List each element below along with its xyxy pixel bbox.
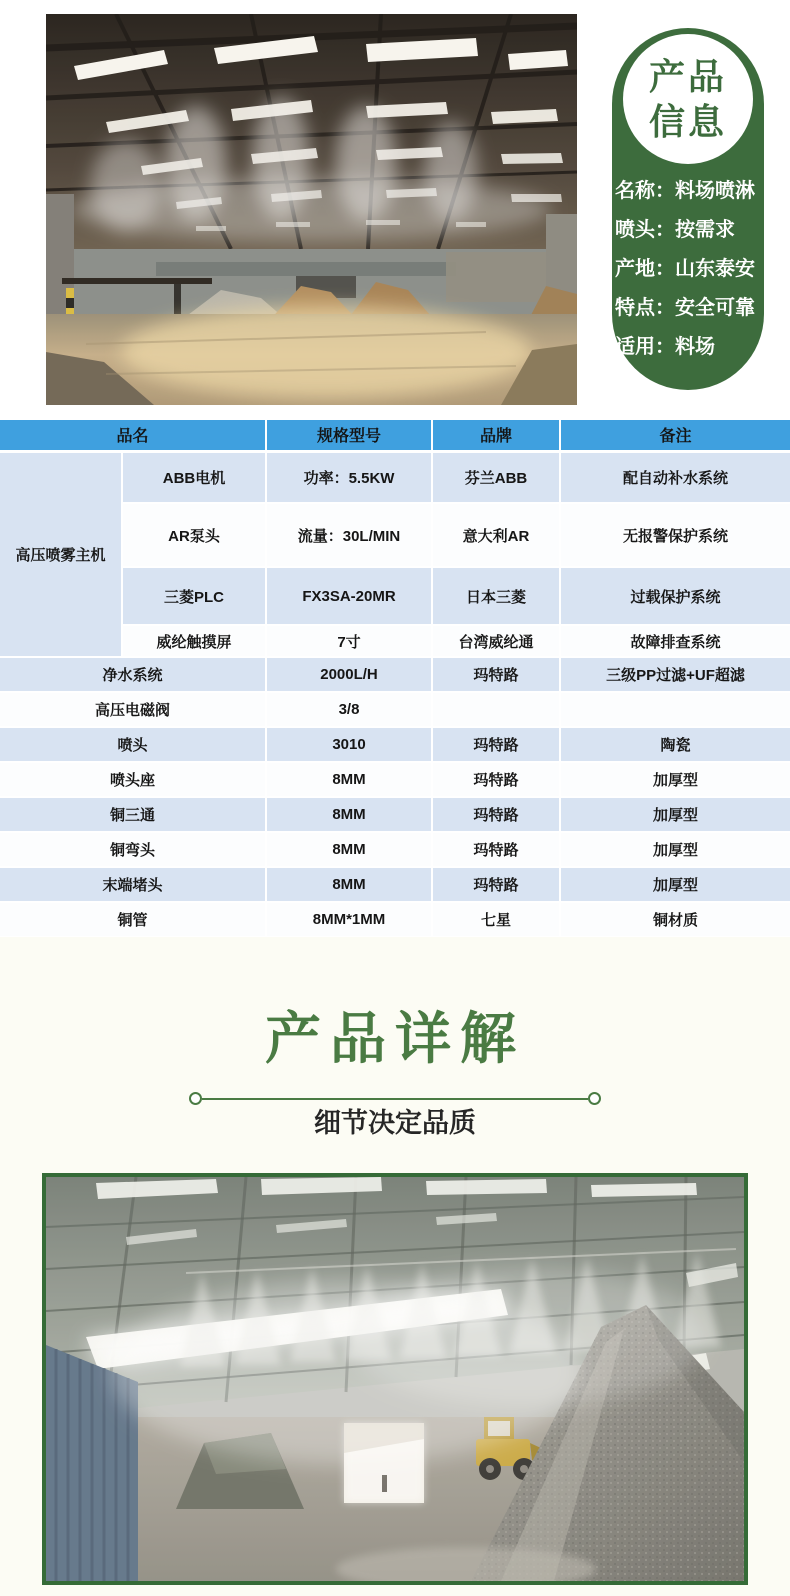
cell-name: 铜弯头 (0, 832, 266, 867)
cell-brand: 玛特路 (432, 867, 560, 902)
cell-spec: 流量：30L/MIN (266, 503, 432, 567)
table-row (0, 762, 790, 797)
title-divider (189, 1092, 601, 1105)
divider-left-circle (189, 1092, 202, 1105)
cell-note: 加厚型 (560, 832, 790, 867)
header-spec-model: 规格型号 (266, 420, 432, 451)
cell-spec: 8MM (266, 832, 432, 867)
cell-spec: 8MM (266, 762, 432, 797)
table-row (0, 832, 790, 867)
product-info-badge (612, 28, 764, 390)
cell-name: 喷头座 (0, 762, 266, 797)
haze-overlay (46, 14, 577, 405)
cell-brand: 意大利AR (432, 503, 560, 567)
cell-brand: 玛特路 (432, 832, 560, 867)
table-row (0, 867, 790, 902)
spec-table (0, 420, 790, 938)
cell-spec: 7寸 (266, 625, 432, 657)
cell-note: 故障排查系统 (560, 625, 790, 657)
badge-title-line1: 产品 (648, 56, 727, 97)
cell-brand: 芬兰ABB (432, 451, 560, 503)
cell-name: AR泵头 (122, 503, 266, 567)
badge-item-feature: 特点：安全可靠 (615, 297, 755, 319)
badge-item-name: 名称：料场喷淋 (615, 180, 755, 202)
cell-name: 净水系统 (0, 657, 266, 692)
haze-overlay (46, 1177, 744, 1581)
cell-name: 三菱PLC (122, 567, 266, 625)
cell-note: 陶瓷 (560, 727, 790, 762)
cell-note: 加厚型 (560, 762, 790, 797)
warehouse-photo-illustration (46, 14, 577, 405)
cell-brand: 玛特路 (432, 657, 560, 692)
cell-spec: FX3SA-20MR (266, 567, 432, 625)
cell-note: 三级PP过滤+UF超滤 (560, 657, 790, 692)
cell-note: 无报警保护系统 (560, 503, 790, 567)
group-cell-host: 高压喷雾主机 (0, 451, 122, 657)
cell-note: 加厚型 (560, 797, 790, 832)
cell-brand: 玛特路 (432, 727, 560, 762)
detail-section-title: 产品详解 (265, 1007, 525, 1070)
detail-section-subtitle: 细节决定品质 (314, 1108, 476, 1138)
divider-right-circle (588, 1092, 601, 1105)
cell-note (560, 692, 790, 727)
cell-brand: 七星 (432, 902, 560, 937)
badge-title-line2: 信息 (648, 101, 727, 142)
cell-note: 铜材质 (560, 902, 790, 937)
badge-item-nozzle: 喷头：按需求 (615, 219, 735, 241)
table-row (0, 727, 790, 762)
badge-item-list (615, 172, 764, 367)
table-row (0, 797, 790, 832)
table-row (0, 902, 790, 937)
cell-name: 威纶触摸屏 (122, 625, 266, 657)
cell-spec: 功率：5.5KW (266, 451, 432, 503)
cell-brand (432, 692, 560, 727)
cell-spec: 8MM*1MM (266, 902, 432, 937)
warehouse-spray-photo-top (46, 14, 577, 405)
cell-name: ABB电机 (122, 451, 266, 503)
cell-note: 过载保护系统 (560, 567, 790, 625)
header-product-name: 品名 (0, 420, 266, 451)
cell-note: 加厚型 (560, 867, 790, 902)
table-row (0, 657, 790, 692)
badge-item-usage: 适用：料场 (615, 336, 715, 358)
cell-brand: 台湾威纶通 (432, 625, 560, 657)
cell-spec: 2000L/H (266, 657, 432, 692)
badge-title-circle (623, 34, 753, 164)
cell-name: 高压电磁阀 (0, 692, 266, 727)
cell-brand: 玛特路 (432, 762, 560, 797)
cell-name: 末端堵头 (0, 867, 266, 902)
divider-line (202, 1098, 588, 1100)
cell-spec: 3010 (266, 727, 432, 762)
cell-name: 喷头 (0, 727, 266, 762)
header-brand: 品牌 (432, 420, 560, 451)
cell-spec: 8MM (266, 867, 432, 902)
cell-name: 铜管 (0, 902, 266, 937)
cell-spec: 3/8 (266, 692, 432, 727)
cell-brand: 玛特路 (432, 797, 560, 832)
warehouse-spray-photo-bottom (42, 1173, 748, 1585)
badge-item-origin: 产地：山东泰安 (615, 258, 755, 280)
cell-spec: 8MM (266, 797, 432, 832)
table-header-row (0, 420, 790, 451)
cell-note: 配自动补水系统 (560, 451, 790, 503)
table-row (0, 692, 790, 727)
warehouse-photo-illustration-2 (46, 1177, 744, 1581)
cell-brand: 日本三菱 (432, 567, 560, 625)
cell-name: 铜三通 (0, 797, 266, 832)
header-note: 备注 (560, 420, 790, 451)
table-row (0, 451, 790, 503)
